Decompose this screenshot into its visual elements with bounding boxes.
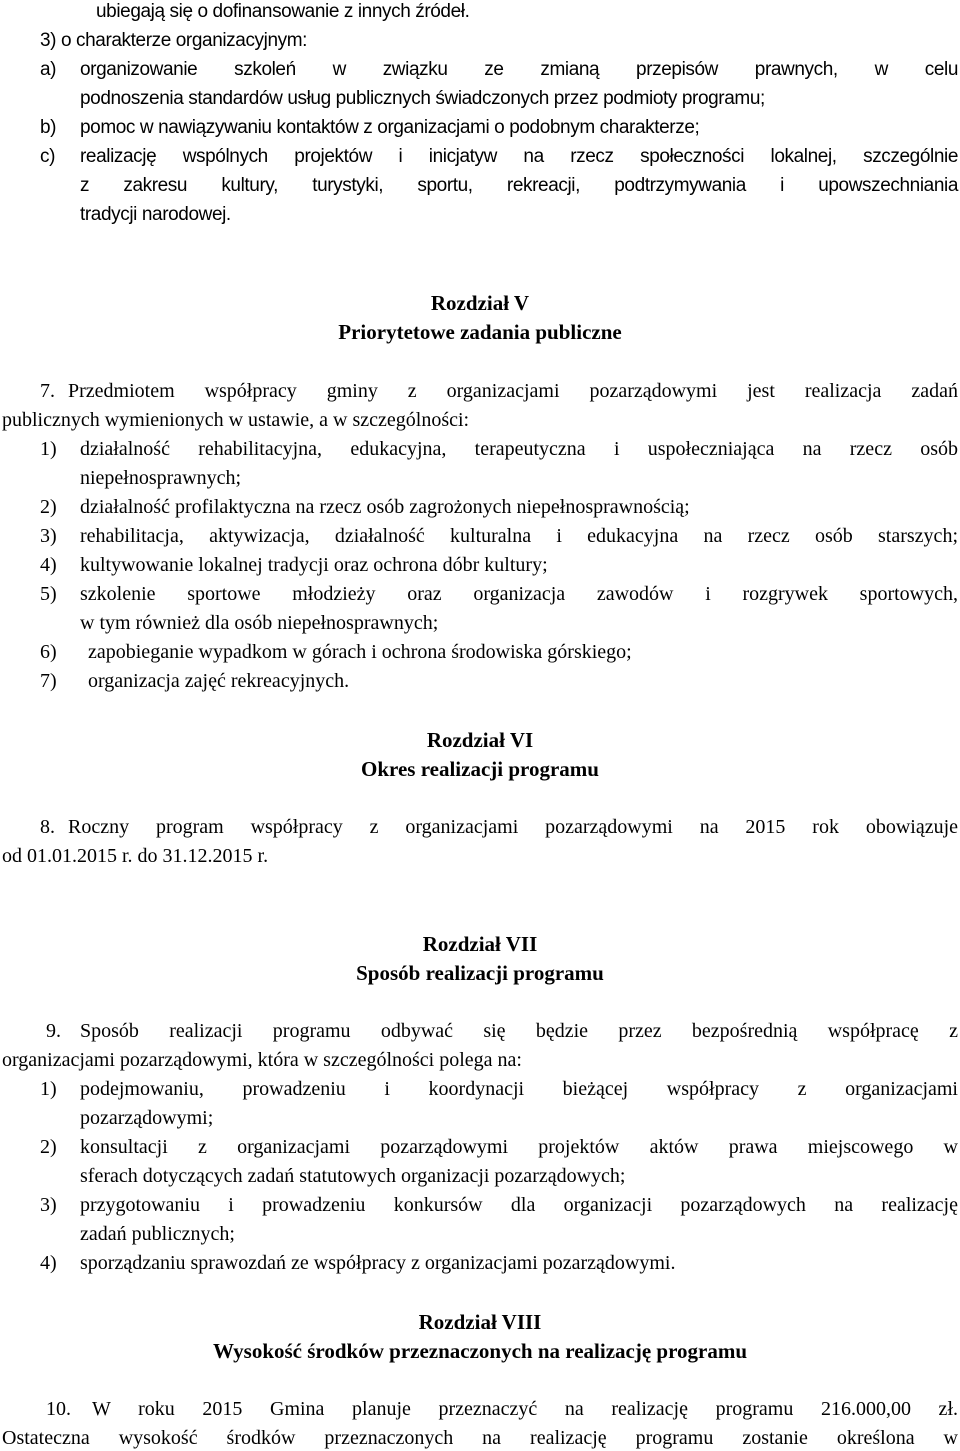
list-item-text: działalność profilaktyczna na rzecz osób zagrożonych niepełnosprawnością; — [80, 496, 690, 518]
list-item-number: 3) — [40, 1194, 57, 1216]
list-item-text: rehabilitacja, aktywizacja, działalność kulturalna i edukacyjna na rzecz osób starszych; — [80, 525, 958, 547]
list-item-number: 1) — [40, 1078, 57, 1100]
chapter-5-subtitle: Priorytetowe zadania publiczne — [338, 320, 622, 344]
section-3-heading: 3) o charakterze organizacyjnym: — [40, 30, 308, 51]
list-item-number: 5) — [40, 583, 57, 605]
item-c-marker: c) — [40, 146, 56, 167]
list-item-number: 3) — [40, 525, 57, 547]
paragraph-8-line-1: Roczny program współpracy z organizacjami pozarządowymi na 2015 rok obowiązuje — [68, 816, 958, 838]
list-item-text: niepełnosprawnych; — [80, 467, 242, 489]
paragraph-10-line-2: Ostateczna wysokość środków przeznaczonych na realizację programu zostanie określona w — [2, 1427, 958, 1449]
list-item-text: podejmowaniu, prowadzeniu i koordynacji bieżącej współpracy z organizacjami — [80, 1078, 958, 1100]
item-b-marker: b) — [40, 117, 57, 138]
list-item-text: zapobieganie wypadkom w górach i ochrona środowiska górskiego; — [88, 641, 632, 663]
paragraph-8-line-2: od 01.01.2015 r. do 31.12.2015 r. — [2, 845, 269, 867]
item-c-line-1: realizację wspólnych projektów i inicjatyw na rzecz społeczności lokalnej, szczególnie — [80, 146, 958, 167]
list-item-number: 2) — [40, 1136, 57, 1158]
item-a-line-2: podnoszenia standardów usług publicznych świadczonych przez podmioty programu; — [80, 88, 765, 109]
item-c-line-2: z zakresu kultury, turystyki, sportu, rekreacji, podtrzymywania i upowszechniania — [80, 175, 958, 196]
list-item-text: zadań publicznych; — [80, 1223, 235, 1245]
list-item-number: 2) — [40, 496, 57, 518]
paragraph-9-line-2: organizacjami pozarządowymi, która w szczególności polega na: — [2, 1049, 522, 1071]
list-item-number: 1) — [40, 438, 57, 460]
list-item-number: 4) — [40, 1252, 57, 1274]
continuation-line: ubiegają się o dofinansowanie z innych źródeł. — [96, 1, 470, 22]
item-a-marker: a) — [40, 59, 57, 80]
paragraph-7-line-2: publicznych wymienionych w ustawie, a w szczególności: — [2, 409, 470, 431]
item-a-line-1: organizowanie szkoleń w związku ze zmianą przepisów prawnych, w celu — [80, 59, 958, 80]
paragraph-10-number: 10. — [46, 1398, 71, 1420]
chapter-5-title: Rozdział V — [430, 291, 530, 315]
list-item-text: konsultacji z organizacjami pozarządowymi projektów aktów prawa miejscowego w — [80, 1136, 958, 1158]
list-item-text: przygotowaniu i prowadzeniu konkursów dla organizacji pozarządowych na realizację — [80, 1194, 958, 1216]
list-item-text: w tym również dla osób niepełnosprawnych; — [80, 612, 439, 634]
chapter-6-title: Rozdział VI — [426, 728, 534, 752]
chapter-6-subtitle: Okres realizacji programu — [361, 757, 599, 781]
list-item-text: kultywowanie lokalnej tradycji oraz ochrona dóbr kultury; — [80, 554, 548, 576]
chapter-7-subtitle: Sposób realizacji programu — [356, 961, 604, 985]
paragraph-7-number: 7. — [40, 380, 55, 402]
list-item-number: 6) — [40, 641, 57, 663]
item-c-line-3: tradycji narodowej. — [80, 204, 231, 225]
list-item-text: pozarządowymi; — [80, 1107, 214, 1129]
chapter-7-title: Rozdział VII — [422, 932, 538, 956]
list-item-text: szkolenie sportowe młodzieży oraz organizacja zawodów i rozgrywek sportowych, — [80, 583, 958, 605]
paragraph-9-line-1: Sposób realizacji programu odbywać się będzie przez bezpośrednią współpracę z — [80, 1020, 958, 1042]
chapter-8-title: Rozdział VIII — [418, 1310, 542, 1334]
chapter-8-subtitle: Wysokość środków przeznaczonych na realizację programu — [212, 1339, 748, 1363]
paragraph-9-number: 9. — [46, 1020, 61, 1042]
list-item-text: działalność rehabilitacyjna, edukacyjna, terapeutyczna i uspołeczniająca na rzecz osób — [80, 438, 958, 460]
list-item-text: sporządzaniu sprawozdań ze współpracy z organizacjami pozarządowymi. — [80, 1252, 676, 1274]
paragraph-8-number: 8. — [40, 816, 55, 838]
paragraph-7-line-1: Przedmiotem współpracy gminy z organizacjami pozarządowymi jest realizacja zadań — [68, 380, 958, 402]
list-item-text: organizacja zajęć rekreacyjnych. — [88, 670, 350, 692]
list-item-number: 4) — [40, 554, 57, 576]
list-item-number: 7) — [40, 670, 57, 692]
list-item-text: sferach dotyczących zadań statutowych organizacji pozarządowych; — [80, 1165, 626, 1187]
paragraph-10-line-1: W roku 2015 Gmina planuje przeznaczyć na realizację programu 216.000,00 zł. — [92, 1398, 958, 1420]
item-b-line-1: pomoc w nawiązywaniu kontaktów z organizacjami o podobnym charakterze; — [80, 117, 700, 138]
